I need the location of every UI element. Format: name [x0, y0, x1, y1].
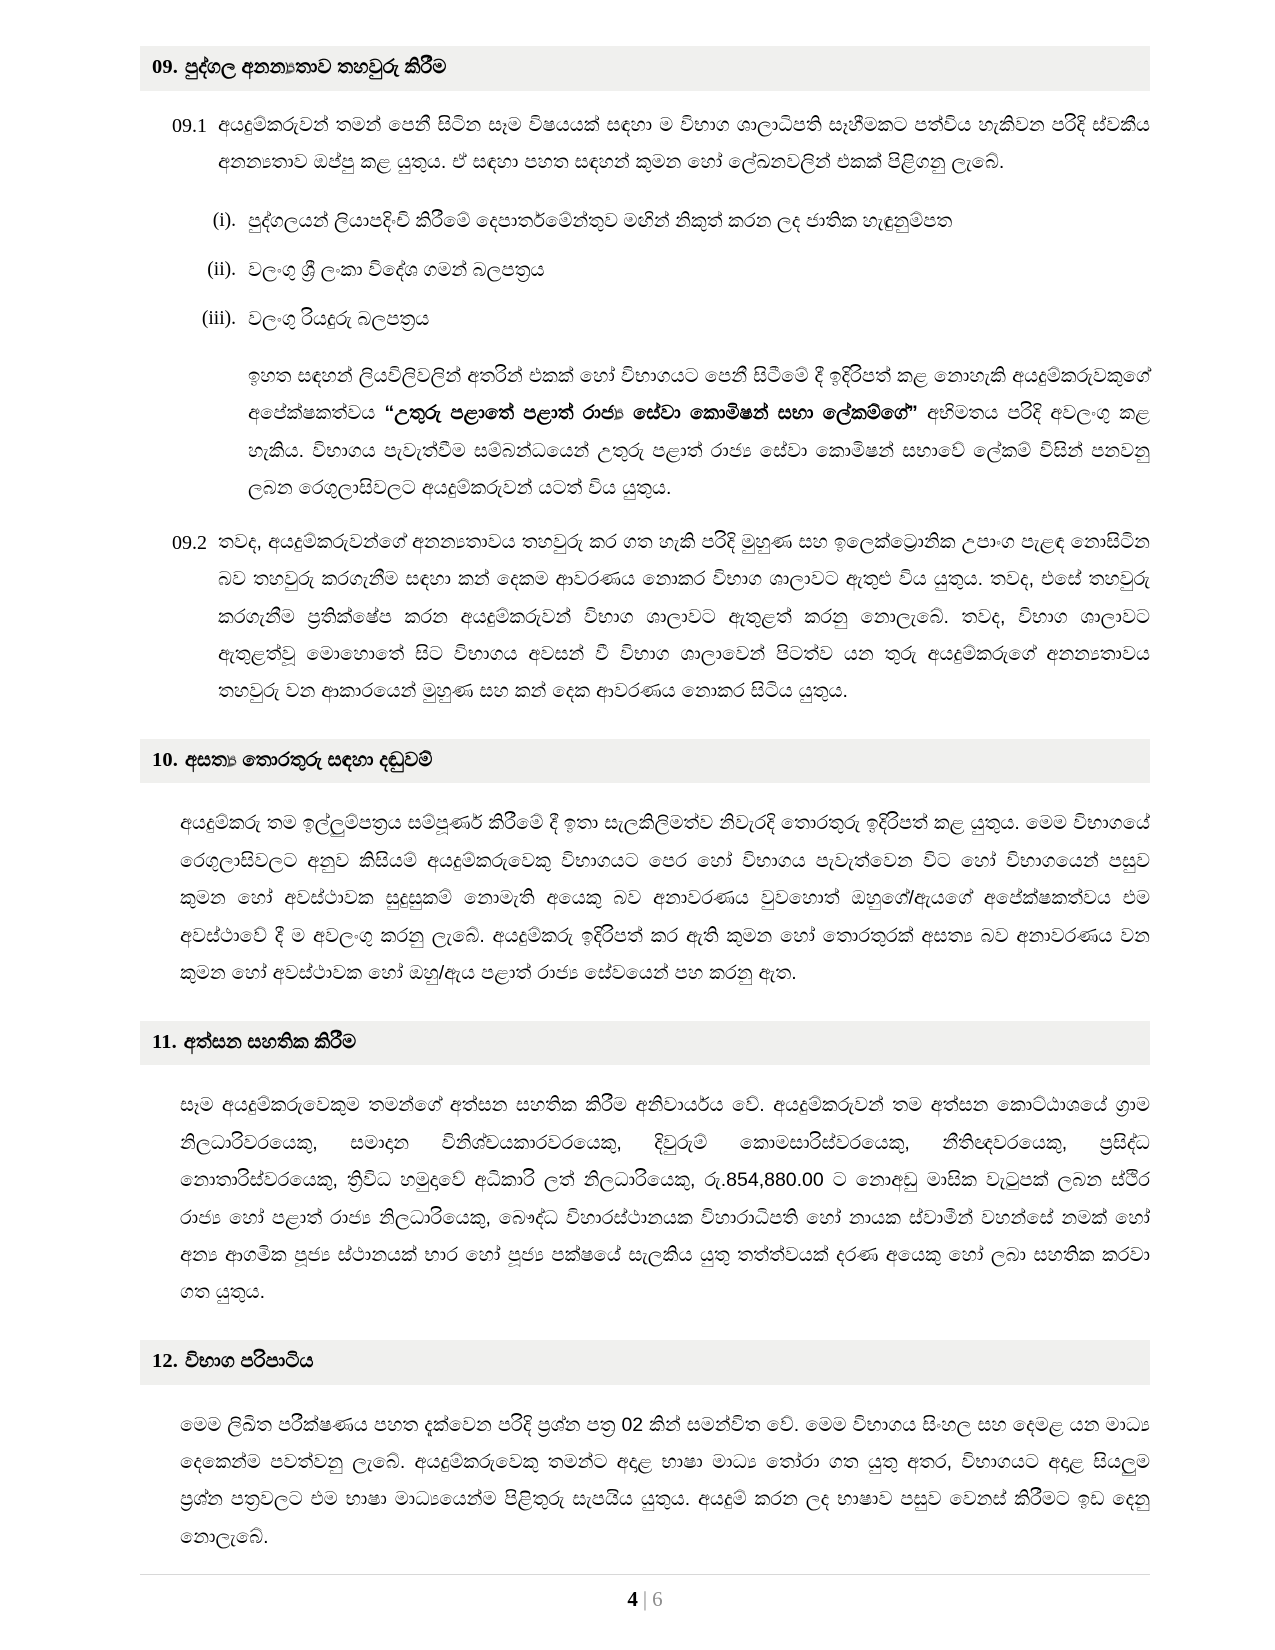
accepted-documents-list: [140, 204, 1150, 336]
clause-09-2: [140, 524, 1150, 711]
clause-09-1-note: [248, 358, 1150, 508]
section-heading-09: [140, 46, 1150, 91]
footer-separator: |: [642, 1587, 648, 1611]
section-title-10: අසත්‍ය තොරතුරු සඳහා දඬුවම්: [184, 748, 433, 771]
section-number-10: 10.: [152, 748, 178, 771]
clause-text-09-2: තවද, අයදුම්කරුවන්ගේ අනන්‍යතාවය තහවුරු කර ගත හැකි පරිදි මුහුණ සහ ඉලෙක්ට්‍රොනික උපාංග පැළඳ නොසිටින බව තහවුරු කරගැනීම සඳහා කන් දෙකම ආවරණය නොකර විභාග ශාලාවට ඇතුළු විය යුතුය. තවද, එසේ තහවුරු කරගැනීම ප්‍රතික්ෂේප කරන අයදුම්කරුවන් විභාග ශාලාවට ඇතුළත් කරනු නොලැබේ. තවද, විභාග ශාලාවට ඇතුළත්වූ මොහොතේ සිට විභාගය අවසන් වී විභාග ශාලාවෙන් පිටත්ව යන තුරු අයදුම්කරුගේ අනන්‍යතාවය තහවුරු වන ආකාරයෙන් මුහුණ සහ කන් දෙක ආවරණය නොකර සිටිය යුතුය.: [218, 530, 1150, 703]
section-title-09: පුද්ගල අනන්‍යතාව තහවුරු කිරීම: [184, 56, 447, 78]
roman-marker-ii: (ii).: [207, 258, 236, 280]
roman-text-ii: වලංගු ශ්‍රී ලංකා විදේශ ගමන් බලපත්‍රය: [248, 258, 545, 281]
note-lead-text: ඉහත සඳහන් ලියවිලිවලින් අතරින් එකක් හෝ විභාගයට පෙනී සිටීමේ දී ඉදිරිපත් කළ නොහැකි අයදුම්කරුවකුගේ අපේක්ෂකත්වය: [248, 364, 1150, 425]
roman-marker-iii: (iii).: [201, 307, 236, 329]
clause-text-09-1: අයදුම්කරුවන් තමන් පෙනී සිටින සෑම විෂයයක් සඳහා ම විභාග ශාලාධිපති සෑහීමකට පත්විය හැකිවන පරිදි ස්වකීය අනන්‍යතාව ඔප්පු කළ යුතුය. ඒ සඳහා පහත සඳහන් කුමන හෝ ලේඛනවලින් එකක් පිළිගනු ලැබේ.: [218, 113, 1150, 174]
roman-text-iii: වලංගු රියදුරු බලපත්‍රය: [248, 307, 430, 330]
note-quoted-authority: “උතුරු පළාතේ පළාත් රාජ්‍ය සේවා කොමිෂන් සභා ලේකම්ගේ”: [384, 402, 918, 425]
section-number-09: 09.: [152, 56, 178, 78]
section-heading-12: [140, 1340, 1150, 1385]
section-body-12: මෙම ලිඛිත පරීක්ෂණය පහත දැක්වෙන පරිදි ප්‍රශ්න පත්‍ර 02 කින් සමන්විත වේ. මෙම විභාගය සිංහල සහ දෙමළ යන මාධ්‍ය දෙකෙන්ම පවත්වනු ලැබේ. අයදුම්කරුවෙකු තමන්ට අදාළ භාෂා මාධ්‍ය තෝරා ගත යුතු අතර, විභාගයට අදාළ සියලුම ප්‍රශ්න පත්‍රවලට එම භාෂා මාධ්‍යයෙන්ම පිළිතුරු සැපයිය යුතුය. අයදුම් කරන ලද භාෂාව පසුව වෙනස් කිරීමට ඉඩ දෙනු නොලැබේ.: [180, 1413, 1150, 1548]
clause-body-09-2: [218, 524, 1150, 711]
roman-marker-i: (i).: [212, 209, 236, 231]
section-body-11: සෑම අයදුම්කරුවෙකුම තමන්ගේ අත්සන සහතික කිරීම අනිවාර්යය වේ. අයදුම්කරුවන් තම අත්සන කොට්ඨාශයේ ග්‍රාම නිලධාරිවරයෙකු, සමාදාන විනිශ්චයකාරවරයෙකු, දිවුරුම් කොමසාරිස්වරයෙකු, නීතිඥවරයෙකු, ප්‍රසිද්ධ නොතාරිස්වරයෙකු, ත්‍රිවිධ හමුදාවේ අධිකාරි ලත් නිලධාරියෙකු, රු.854,880.00 ට නොඅඩු මාසික වැටුපක් ලබන ස්ථිර රාජ්‍ය හෝ පළාත් රාජ්‍ය නිලධාරියෙකු, බෞද්ධ විහාරස්ථානයක විහාරාධිපති හෝ නායක ස්වාමීන් වහන්සේ නමක් හෝ අන්‍ය ආගමික පූජ්‍ය ස්ථානයක් භාර හෝ පූජ්‍ය පක්ෂයේ සැලකිය යුතු තත්ත්වයක් දරණ අයෙකු හෝ ලබා සහතික කරවා ගත යුතුය.: [180, 1094, 1150, 1304]
section-body-10: අයදුම්කරු තම ඉල්ලුම්පත්‍රය සම්පූර්ණ කිරීමේ දී ඉතා සැලකිලිමත්ව නිවැරදි තොරතුරු ඉදිරිපත් කළ යුතුය. මෙම විභාගයේ රෙගුලාසිවලට අනුව කිසියම් අයදුම්කරුවෙකු විභාගයට පෙර හෝ විභාගය පැවැත්වෙන විට හෝ විභාගයෙන් පසුව කුමන හෝ අවස්ථාවක සුදුසුකම් නොමැති අයෙකු බව අනාවරණය වුවහොත් ඔහුගේ/ඇයගේ අපේක්ෂකත්වය එම අවස්ථාවේ දී ම අවලංගු කරනු ලැබේ. අයදුම්කරු ඉදිරිපත් කර ඇති කුමන හෝ තොරතුරක් අසත්‍ය බව අනාවරණය වන කුමන හෝ අවස්ථාවක හෝ ඔහු/ඇය පළාත් රාජ්‍ය සේවයෙන් පහ කරනු ඇත.: [180, 812, 1150, 985]
clause-09-1: [140, 107, 1150, 182]
page-content: [140, 46, 1150, 1556]
note-tail-text: අභිමතය පරිදි අවලංගු කළ හැකිය. විභාගය පැවැත්වීම සම්බන්ධයෙන් උතුරු පළාත් රාජ්‍ය සේවා කොමිෂන් සභාවේ ලේකම් විසින් පනවනු ලබන රෙගුලාසිවලට අයදුම්කරුවන් යටත් විය යුතුය.: [248, 402, 1150, 500]
clause-number-09-1: 09.1: [172, 114, 207, 137]
footer-current-page: 4: [627, 1587, 638, 1611]
clause-number-09-2: 09.2: [172, 531, 207, 554]
section-heading-10: [140, 739, 1150, 784]
section-title-12: විභාග පරිපාටිය: [184, 1349, 314, 1372]
page-footer: [140, 1574, 1150, 1612]
footer-total-pages: 6: [652, 1587, 663, 1611]
section-title-11: අත්සන සහතික කිරීම: [183, 1030, 357, 1053]
list-item: [140, 253, 1150, 287]
list-item: [140, 302, 1150, 336]
clause-body-09-1: [218, 107, 1150, 182]
section-heading-11: [140, 1021, 1150, 1066]
list-item: [140, 204, 1150, 238]
roman-text-i: පුද්ගලයන් ලියාපදිංචි කිරීමේ දෙපාර්තමේන්තුව මඟින් නිකුත් කරන ලද ජාතික හැඳුනුම්පත: [248, 209, 953, 232]
section-number-11: 11.: [152, 1030, 177, 1053]
section-number-12: 12.: [152, 1349, 178, 1372]
